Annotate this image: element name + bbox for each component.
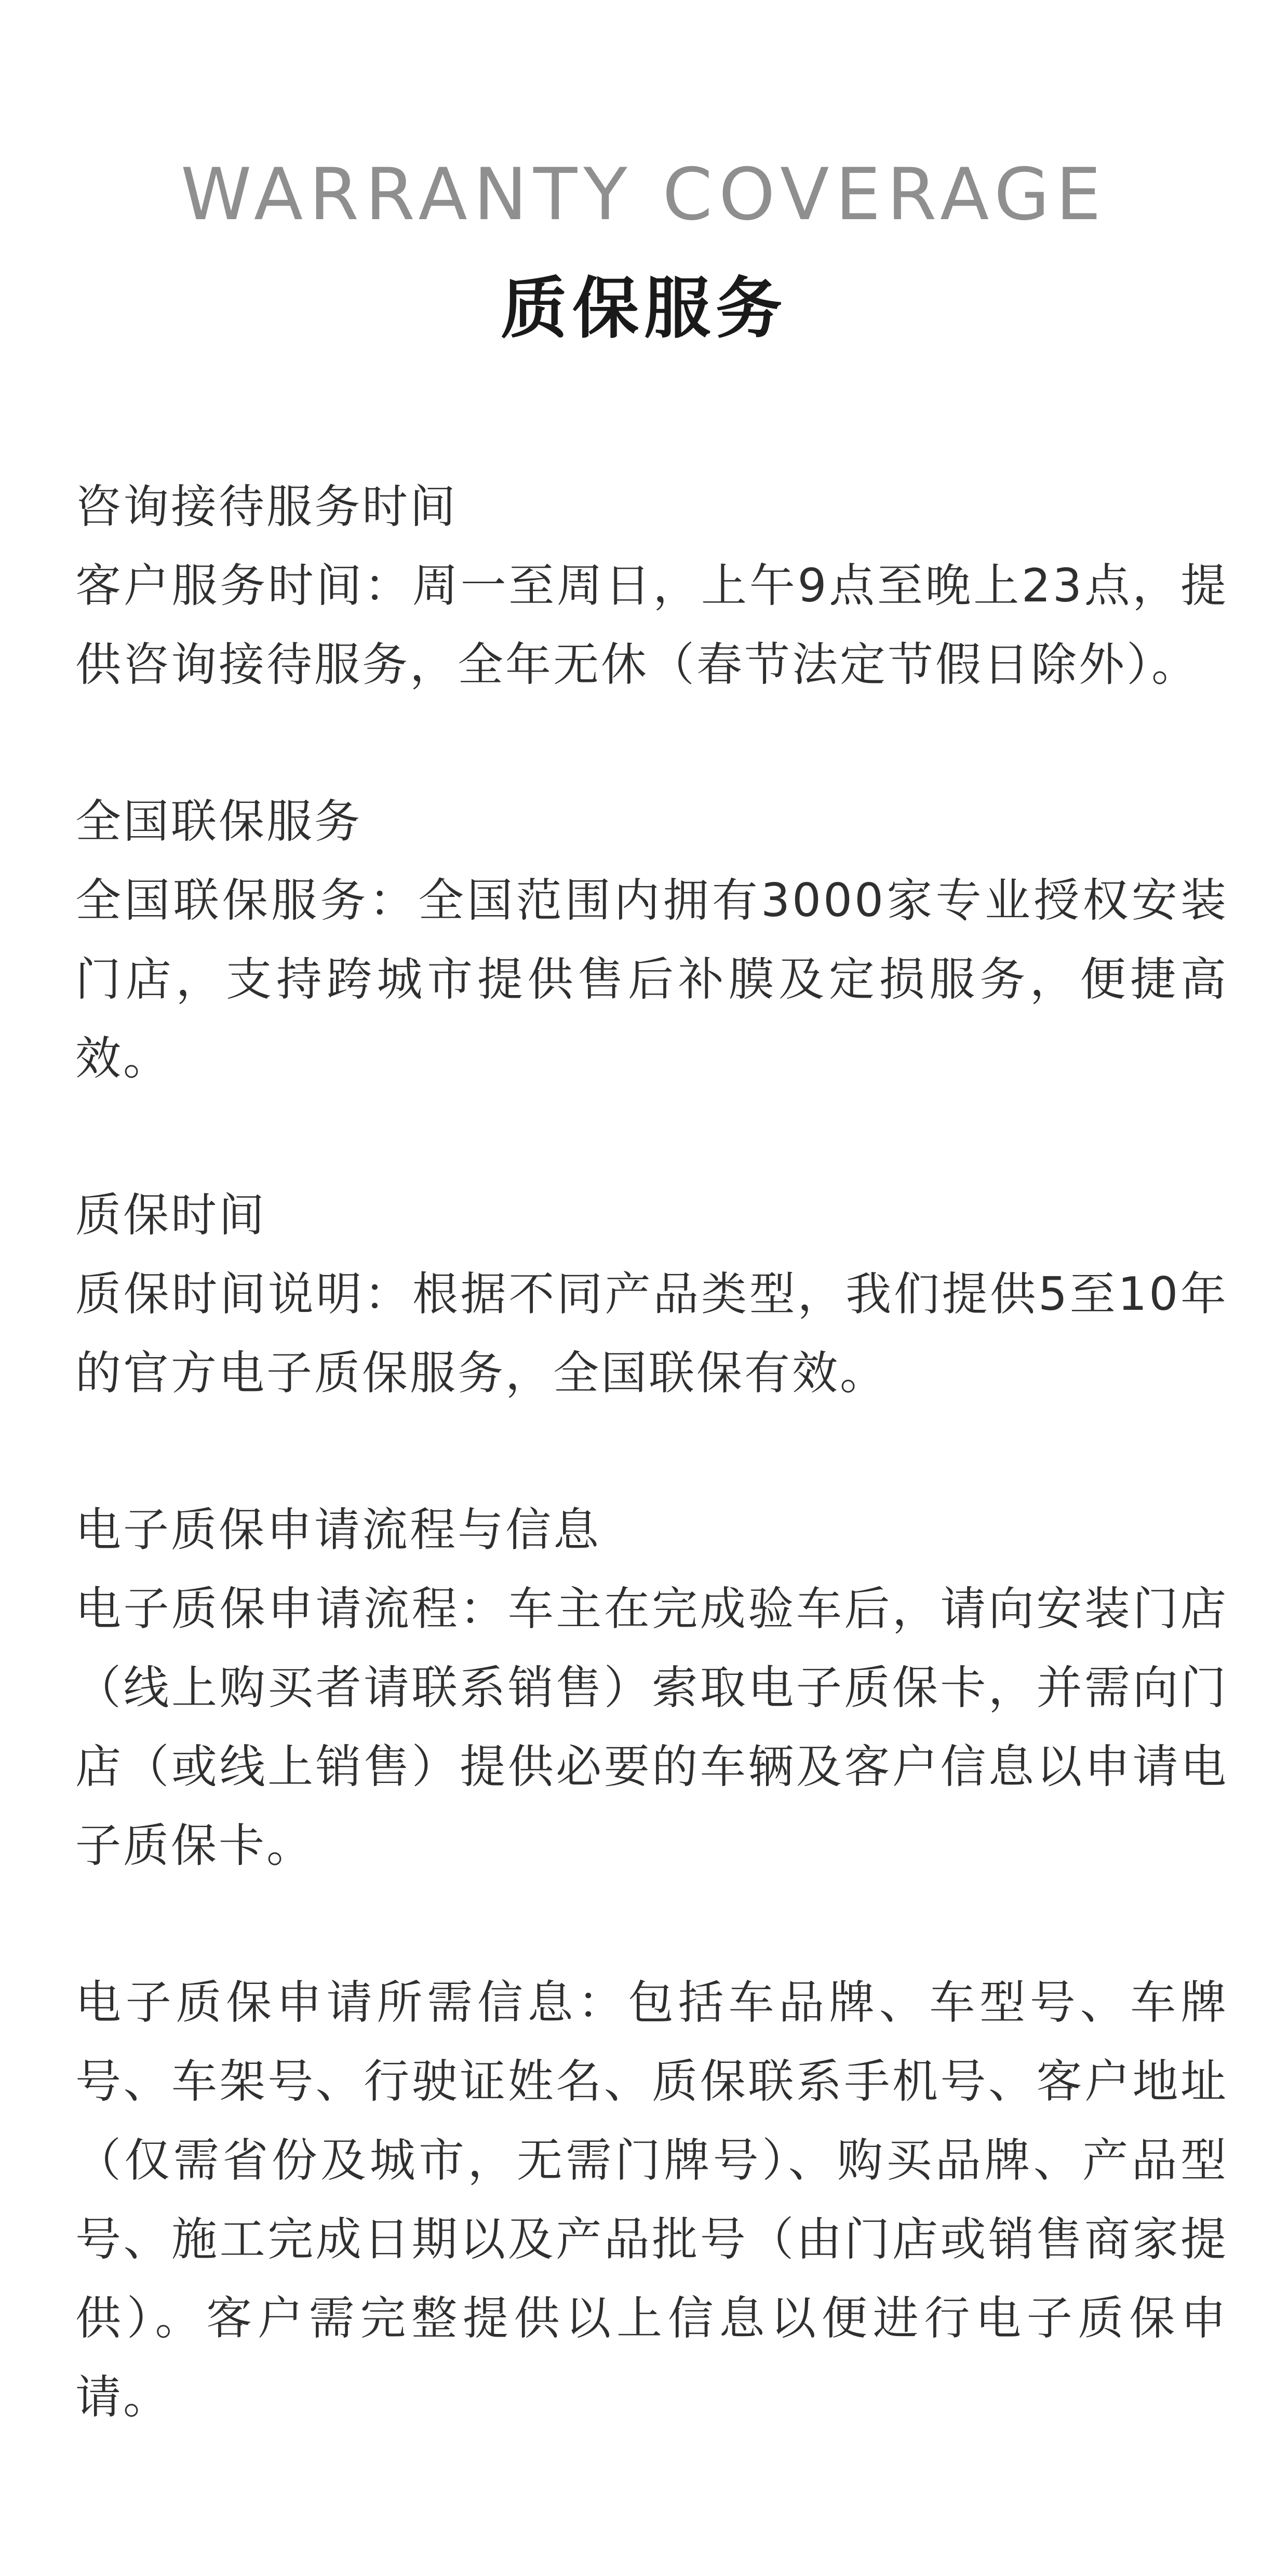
page-title-chinese: 质保服务 <box>500 270 787 347</box>
section-body: 全国联保服务：全国范围内拥有3000家专业授权安装门店，支持跨城市提供售后补膜及定损服务，便捷高效。 <box>75 874 1228 1085</box>
section-e-warranty-required-info <box>75 1963 1228 2437</box>
section-heading: 全国联保服务 <box>75 795 363 848</box>
warranty-content <box>75 467 1228 2515</box>
section-body: 客户服务时间：周一至周日，上午9点至晚上23点，提供咨询接待服务，全年无休（春节法定节假日除外）。 <box>75 559 1228 691</box>
section-e-warranty-process <box>75 1491 1228 1885</box>
section-service-hours <box>75 467 1228 704</box>
section-body: 电子质保申请流程：车主在完成验车后，请向安装门店（线上购买者请联系销售）索取电子质保卡，并需向门店（或线上销售）提供必要的车辆及客户信息以申请电子质保卡。 <box>75 1582 1228 1872</box>
section-heading: 电子质保申请流程与信息 <box>75 1503 601 1557</box>
section-body: 电子质保申请所需信息：包括车品牌、车型号、车牌号、车架号、行驶证姓名、质保联系手机号、客户地址（仅需省份及城市，无需门牌号）、购买品牌、产品型号、施工完成日期以及产品批号（由门店或销售商家提供）。客户需完整提供以上信息以便进行电子质保申请。 <box>75 1976 1228 2424</box>
section-heading: 咨询接待服务时间 <box>75 480 458 533</box>
section-nationwide-warranty <box>75 782 1228 1098</box>
page-title-english: WARRANTY COVERAGE <box>180 153 1108 236</box>
section-heading: 质保时间 <box>75 1188 267 1242</box>
section-warranty-period <box>75 1176 1228 1413</box>
section-body: 质保时间说明：根据不同产品类型，我们提供5至10年的官方电子质保服务，全国联保有效。 <box>75 1267 1228 1400</box>
page-header <box>0 151 1288 351</box>
